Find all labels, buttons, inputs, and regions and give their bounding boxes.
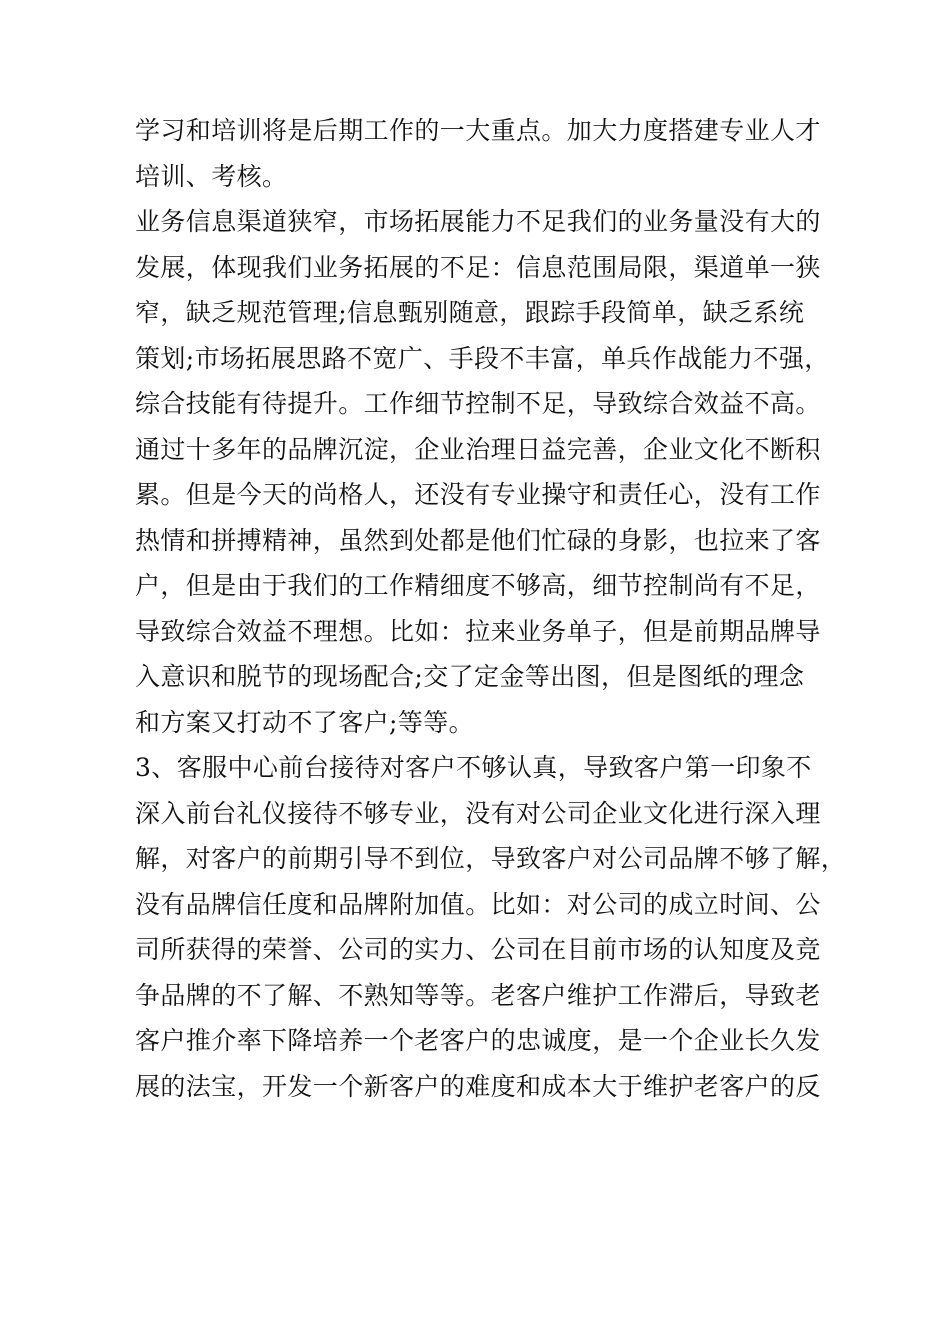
text-line: 学习和培训将是后期工作的一大重点。加大力度搭建专业人才: [135, 116, 821, 145]
text-line: 展的法宝，开发一个新客户的难度和成本大于维护老客户的反: [135, 1071, 821, 1101]
text-line: 热情和拼搏精神，虽然到处都是他们忙碌的身影，也拉来了客: [135, 525, 821, 555]
text-line: 通过十多年的品牌沉淀，企业治理日益完善，企业文化不断积: [135, 434, 821, 464]
text-line: 累。但是今天的尚格人，还没有专业操守和责任心，没有工作: [135, 480, 821, 509]
text-line: 和方案又打动不了客户;等等。: [135, 707, 475, 737]
text-line: 培训、考核。: [135, 161, 288, 191]
text-line: 司所获得的荣誉、公司的实力、公司在目前市场的认知度及竞: [135, 935, 821, 964]
text-line: 窄，缺乏规范管理;信息甄别随意，跟踪手段简单，缺乏系统: [135, 298, 805, 327]
text-line: 没有品牌信任度和品牌附加值。比如：对公司的成立时间、公: [135, 889, 821, 919]
text-line: 策划;市场拓展思路不宽广、手段不丰富，单兵作战能力不强，: [135, 343, 830, 373]
text-line: 争品牌的不了解、不熟知等等。老客户维护工作滞后，导致老: [135, 980, 821, 1010]
text-line: 发展，体现我们业务拓展的不足：信息范围局限，渠道单一狭: [135, 252, 821, 282]
text-line: 业务信息渠道狭窄，市场拓展能力不足我们的业务量没有大的: [135, 207, 821, 236]
text-line: 3、客服中心前台接待对客户不够认真，导致客户第一印象不: [135, 753, 812, 782]
text-line: 入意识和脱节的现场配合;交了定金等出图，但是图纸的理念: [135, 662, 805, 691]
body-text: [135, 108, 847, 1109]
text-line: 解，对客户的前期引导不到位，导致客户对公司品牌不够了解，: [135, 844, 847, 873]
text-line: 深入前台礼仪接待不够专业，没有对公司企业文化进行深入理: [135, 798, 821, 828]
text-line: 导致综合效益不理想。比如：拉来业务单子，但是前期品牌导: [135, 616, 821, 646]
text-line: 综合技能有待提升。工作细节控制不足，导致综合效益不高。: [135, 389, 821, 418]
text-line: 户，但是由于我们的工作精细度不够高，细节控制尚有不足，: [135, 571, 821, 600]
text-line: 客户推介率下降培养一个老客户的忠诚度，是一个企业长久发: [135, 1026, 821, 1055]
